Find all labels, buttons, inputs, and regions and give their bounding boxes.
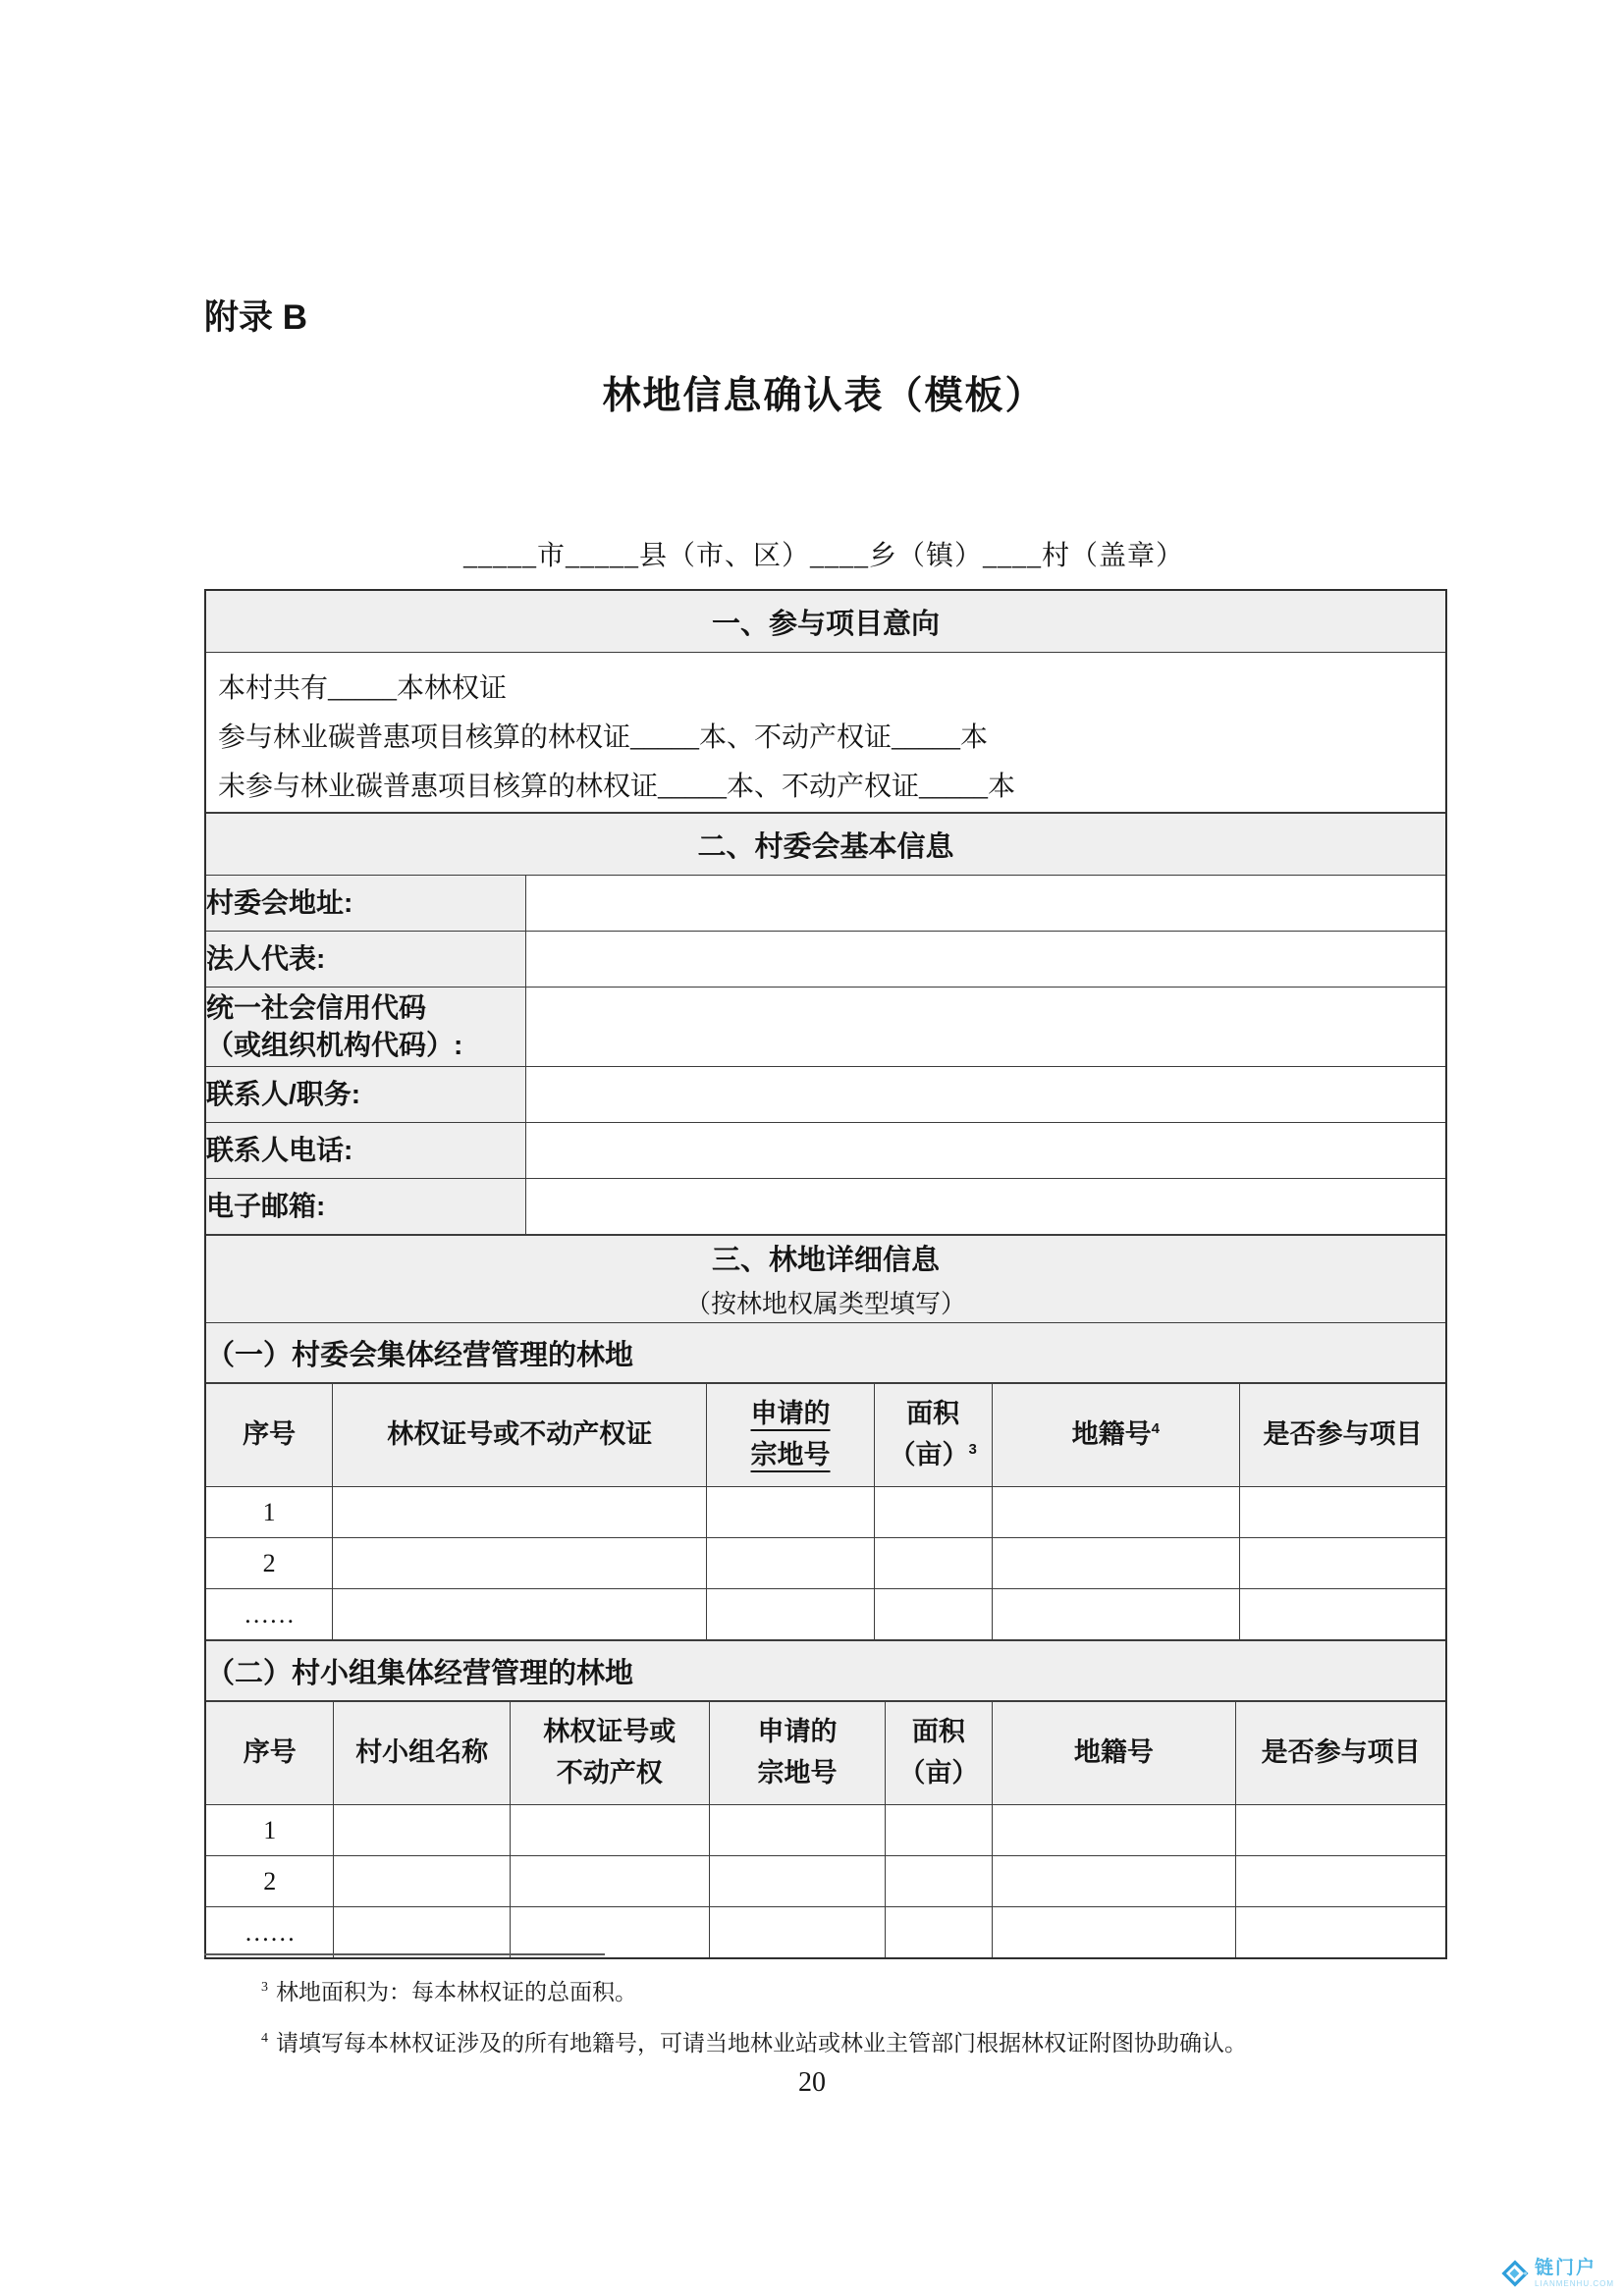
- column-header-area: [886, 1702, 993, 1805]
- section3-header: [206, 1236, 1445, 1323]
- section1-content: [206, 653, 1445, 813]
- column-header-area: [874, 1384, 992, 1487]
- footnote-text: 林地面积为：每本林权证的总面积。: [276, 1980, 637, 2004]
- empty-cell: [992, 1856, 1236, 1907]
- table-row: [206, 1538, 1445, 1589]
- field-label: 村委会地址:: [206, 876, 526, 932]
- table-row: [206, 1805, 1445, 1856]
- empty-cell: [992, 1538, 1239, 1589]
- section1-header: 一、参与项目意向: [206, 591, 1445, 653]
- empty-cell: [510, 1856, 709, 1907]
- empty-cell: [1239, 1589, 1445, 1640]
- field-value-cell: [526, 1067, 1445, 1123]
- section1-line: 本村共有_____本林权证: [218, 673, 508, 704]
- empty-cell: [709, 1856, 885, 1907]
- empty-cell: [709, 1907, 885, 1958]
- row-index-cell: 1: [206, 1487, 333, 1538]
- empty-cell: [992, 1589, 1239, 1640]
- part2-table: [206, 1701, 1445, 1957]
- column-header-index: 序号: [206, 1702, 334, 1805]
- header-line: （亩）: [889, 1440, 969, 1469]
- footnote-text: 请填写每本林权证涉及的所有地籍号，可请当地林业站或林业主管部门根据林权证附图协助确认。: [276, 2031, 1247, 2056]
- empty-cell: [874, 1538, 992, 1589]
- header-line: 地籍号: [1071, 1419, 1152, 1450]
- empty-cell: [886, 1856, 993, 1907]
- header-line: 申请的: [750, 1399, 831, 1429]
- part2-header-row: [206, 1702, 1445, 1805]
- empty-cell: [333, 1589, 707, 1640]
- empty-cell: [510, 1907, 709, 1958]
- field-value-cell: [526, 1179, 1445, 1235]
- empty-cell: [707, 1589, 874, 1640]
- column-header-certificate: 林权证号或不动产权证: [333, 1384, 707, 1487]
- footnote-ref: 4: [1151, 1420, 1160, 1438]
- watermark-text: [1535, 2259, 1614, 2288]
- field-row: [206, 932, 1445, 988]
- empty-cell: [886, 1805, 993, 1856]
- header-line: 面积: [911, 1717, 965, 1747]
- empty-cell: [1239, 1538, 1445, 1589]
- field-label-line: 统一社会信用代码: [206, 992, 427, 1024]
- empty-cell: [992, 1487, 1239, 1538]
- section1-line: 未参与林业碳普惠项目核算的林权证_____本、不动产权证_____本: [218, 772, 1016, 802]
- column-header-parcel: [709, 1702, 885, 1805]
- part2-title-table: [206, 1640, 1445, 1701]
- field-value-cell: [526, 988, 1445, 1067]
- row-index-cell: 2: [206, 1856, 334, 1907]
- watermark: [1500, 2259, 1614, 2288]
- empty-cell: [510, 1805, 709, 1856]
- footnote: [204, 1974, 1461, 2006]
- section1-line: 参与林业碳普惠项目核算的林权证_____本、不动产权证_____本: [218, 722, 989, 753]
- header-line: 不动产权: [556, 1758, 663, 1788]
- empty-cell: [1236, 1907, 1445, 1958]
- section2-table: [206, 813, 1445, 1235]
- table-row: [206, 1856, 1445, 1907]
- footnote-ref: 3: [968, 1441, 977, 1458]
- field-label: 电子邮箱:: [206, 1179, 526, 1235]
- section2-header: 二、村委会基本信息: [206, 814, 1445, 876]
- empty-cell: [334, 1805, 510, 1856]
- column-header-participate: 是否参与项目: [1236, 1702, 1445, 1805]
- field-label: 联系人/职务:: [206, 1067, 526, 1123]
- column-header-certificate: [510, 1702, 709, 1805]
- footnotes-block: [204, 1953, 1461, 2057]
- empty-cell: [334, 1856, 510, 1907]
- watermark-domain: LIANMENHU.COM: [1534, 2279, 1614, 2288]
- field-value-cell: [526, 876, 1445, 932]
- empty-cell: [874, 1487, 992, 1538]
- empty-cell: [707, 1538, 874, 1589]
- column-header-cadastre: 地籍号: [992, 1702, 1236, 1805]
- field-row: [206, 1123, 1445, 1179]
- row-index-cell: ……: [206, 1907, 334, 1958]
- page-number: 20: [798, 2067, 826, 2098]
- column-header-index: 序号: [206, 1384, 333, 1487]
- appendix-label: 附录 B: [204, 298, 308, 337]
- footnote-marker: 3: [261, 1980, 268, 1996]
- field-row: [206, 988, 1445, 1067]
- empty-cell: [1236, 1805, 1445, 1856]
- empty-cell: [886, 1907, 993, 1958]
- form-table: [204, 589, 1447, 1959]
- column-header-parcel: [707, 1384, 874, 1487]
- field-row: [206, 876, 1445, 932]
- location-blank-line: _____市_____县（市、区）____乡（镇）____村（盖章）: [462, 541, 1184, 571]
- section1-table: [206, 591, 1445, 813]
- empty-cell: [1236, 1856, 1445, 1907]
- empty-cell: [707, 1487, 874, 1538]
- field-row: [206, 1179, 1445, 1235]
- section3-header-line1: 三、林地详细信息: [711, 1245, 940, 1276]
- field-value-cell: [526, 1123, 1445, 1179]
- watermark-name: 链门户: [1534, 2258, 1597, 2278]
- table-row: [206, 1589, 1445, 1640]
- header-line: 林权证号或: [543, 1717, 677, 1747]
- empty-cell: [333, 1538, 707, 1589]
- column-header-cadastre: [992, 1384, 1239, 1487]
- empty-cell: [1239, 1487, 1445, 1538]
- part2-title: （二）村小组集体经营管理的林地: [206, 1641, 1445, 1701]
- row-index-cell: 1: [206, 1805, 334, 1856]
- row-index-cell: 2: [206, 1538, 333, 1589]
- header-line: 面积: [906, 1399, 960, 1429]
- empty-cell: [992, 1907, 1236, 1958]
- header-line: 申请的: [757, 1717, 838, 1747]
- footnote-separator: [204, 1953, 605, 1955]
- header-line: （亩）: [898, 1758, 979, 1788]
- footnote: [204, 2025, 1461, 2057]
- part1-table: [206, 1383, 1445, 1640]
- section3-header-line2: （按林地权属类型填写）: [684, 1290, 966, 1318]
- table-row: [206, 1487, 1445, 1538]
- field-label: 联系人电话:: [206, 1123, 526, 1179]
- field-label: [206, 988, 526, 1067]
- empty-cell: [992, 1805, 1236, 1856]
- footnote-marker: 4: [261, 2031, 268, 2047]
- column-header-participate: 是否参与项目: [1239, 1384, 1445, 1487]
- part1-header-row: [206, 1384, 1445, 1487]
- empty-cell: [709, 1805, 885, 1856]
- field-value-cell: [526, 932, 1445, 988]
- row-index-cell: ……: [206, 1589, 333, 1640]
- field-label: 法人代表:: [206, 932, 526, 988]
- empty-cell: [874, 1589, 992, 1640]
- header-line: 宗地号: [750, 1440, 831, 1469]
- empty-cell: [334, 1907, 510, 1958]
- lianmenhu-logo-icon: [1500, 2259, 1530, 2288]
- header-line: 宗地号: [757, 1758, 838, 1788]
- column-header-group-name: 村小组名称: [334, 1702, 510, 1805]
- page-title: 林地信息确认表（模板）: [602, 375, 1046, 417]
- empty-cell: [333, 1487, 707, 1538]
- part1-title: （一）村委会集体经营管理的林地: [206, 1323, 1445, 1383]
- table-row: [206, 1907, 1445, 1958]
- field-label-line: （或组织机构代码）:: [206, 1030, 463, 1060]
- section3-header-table: [206, 1235, 1445, 1383]
- field-row: [206, 1067, 1445, 1123]
